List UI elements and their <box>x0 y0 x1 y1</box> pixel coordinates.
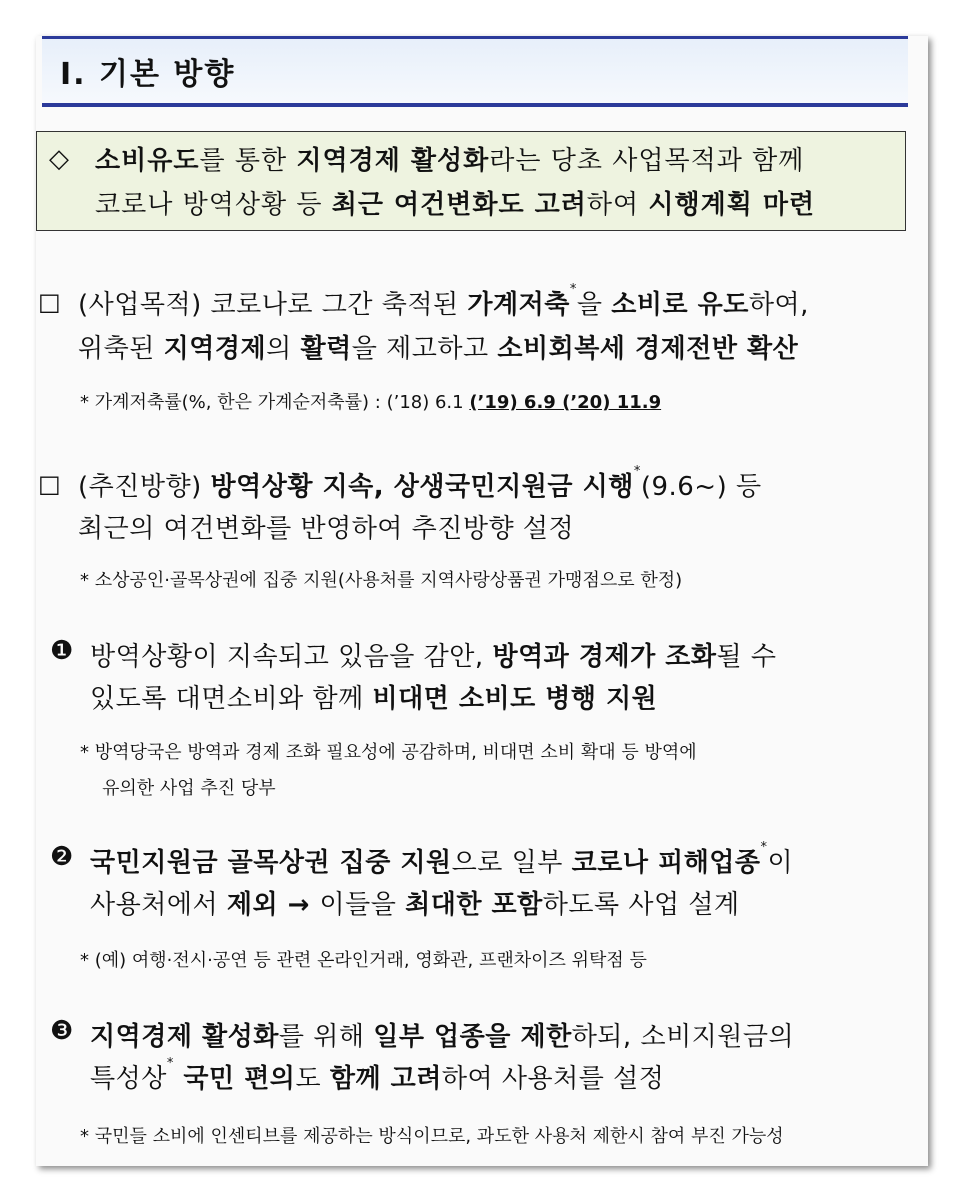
sec2-line-1: (추진방향) 방역상황 지속, 상생국민지원금 시행*(9.6~) 등 <box>78 464 762 502</box>
diamond-icon: ◇ <box>49 144 69 174</box>
sec2-line-2: 최근의 여건변화를 반영하여 추진방향 설정 <box>78 514 575 544</box>
number-2-icon: ❷ <box>50 842 74 872</box>
item3-note: * 국민들 소비에 인센티브를 제공하는 방식이므로, 과도한 사용처 제한시 참여 부진 가능성 <box>80 1126 784 1147</box>
number-1-icon: ❶ <box>50 636 74 666</box>
item1-note-2: 유의한 사업 추진 당부 <box>102 778 276 799</box>
item2-line-1: 국민지원금 골목상권 집중 지원으로 일부 코로나 피해업종*이 <box>90 840 794 878</box>
sec1-line-1: (사업목적) 코로나로 그간 축적된 가계저축*을 소비로 유도하여, <box>78 282 809 320</box>
document-page <box>36 36 928 1166</box>
sec1-note: * 가계저축률(%, 한은 가계순저축률) : (’18) 6.1 (’19) 6.9 (’20) 11.9 <box>80 392 662 413</box>
summary-line-1: 소비유도를 통한 지역경제 활성화라는 당초 사업목적과 함께 <box>95 146 805 176</box>
item2-note: * (예) 여행·전시·공연 등 관련 온라인거래, 영화관, 프랜차이즈 위탁점 등 <box>80 950 647 971</box>
section-title: Ⅰ. 기본 방향 <box>60 57 236 92</box>
sec2-note: * 소상공인·골목상권에 집중 지원(사용처를 지역사랑상품권 가맹점으로 한정) <box>80 570 683 591</box>
sec1-line-2: 위축된 지역경제의 활력을 제고하고 소비회복세 경제전반 확산 <box>78 334 799 364</box>
summary-line-2: 코로나 방역상황 등 최근 여건변화도 고려하여 시행계획 마련 <box>95 190 816 220</box>
section-header <box>42 36 908 107</box>
item1-line-2: 있도록 대면소비와 함께 비대면 소비도 병행 지원 <box>90 684 658 714</box>
item3-line-1: 지역경제 활성화를 위해 일부 업종을 제한하되, 소비지원금의 <box>90 1022 795 1052</box>
item1-note-1: * 방역당국은 방역과 경제 조화 필요성에 공감하며, 비대면 소비 확대 등 방역에 <box>80 742 697 763</box>
number-3-icon: ❸ <box>50 1016 74 1046</box>
item3-line-2: 특성상* 국민 편의도 함께 고려하여 사용처를 설정 <box>90 1056 665 1094</box>
item1-line-1: 방역상황이 지속되고 있음을 감안, 방역과 경제가 조화될 수 <box>90 642 777 672</box>
checkbox-square-icon: □ <box>38 288 61 316</box>
item2-line-2: 사용처에서 제외 → 이들을 최대한 포함하도록 사업 설계 <box>90 890 740 920</box>
checkbox-square-icon: □ <box>38 470 61 498</box>
summary-box <box>36 131 906 231</box>
